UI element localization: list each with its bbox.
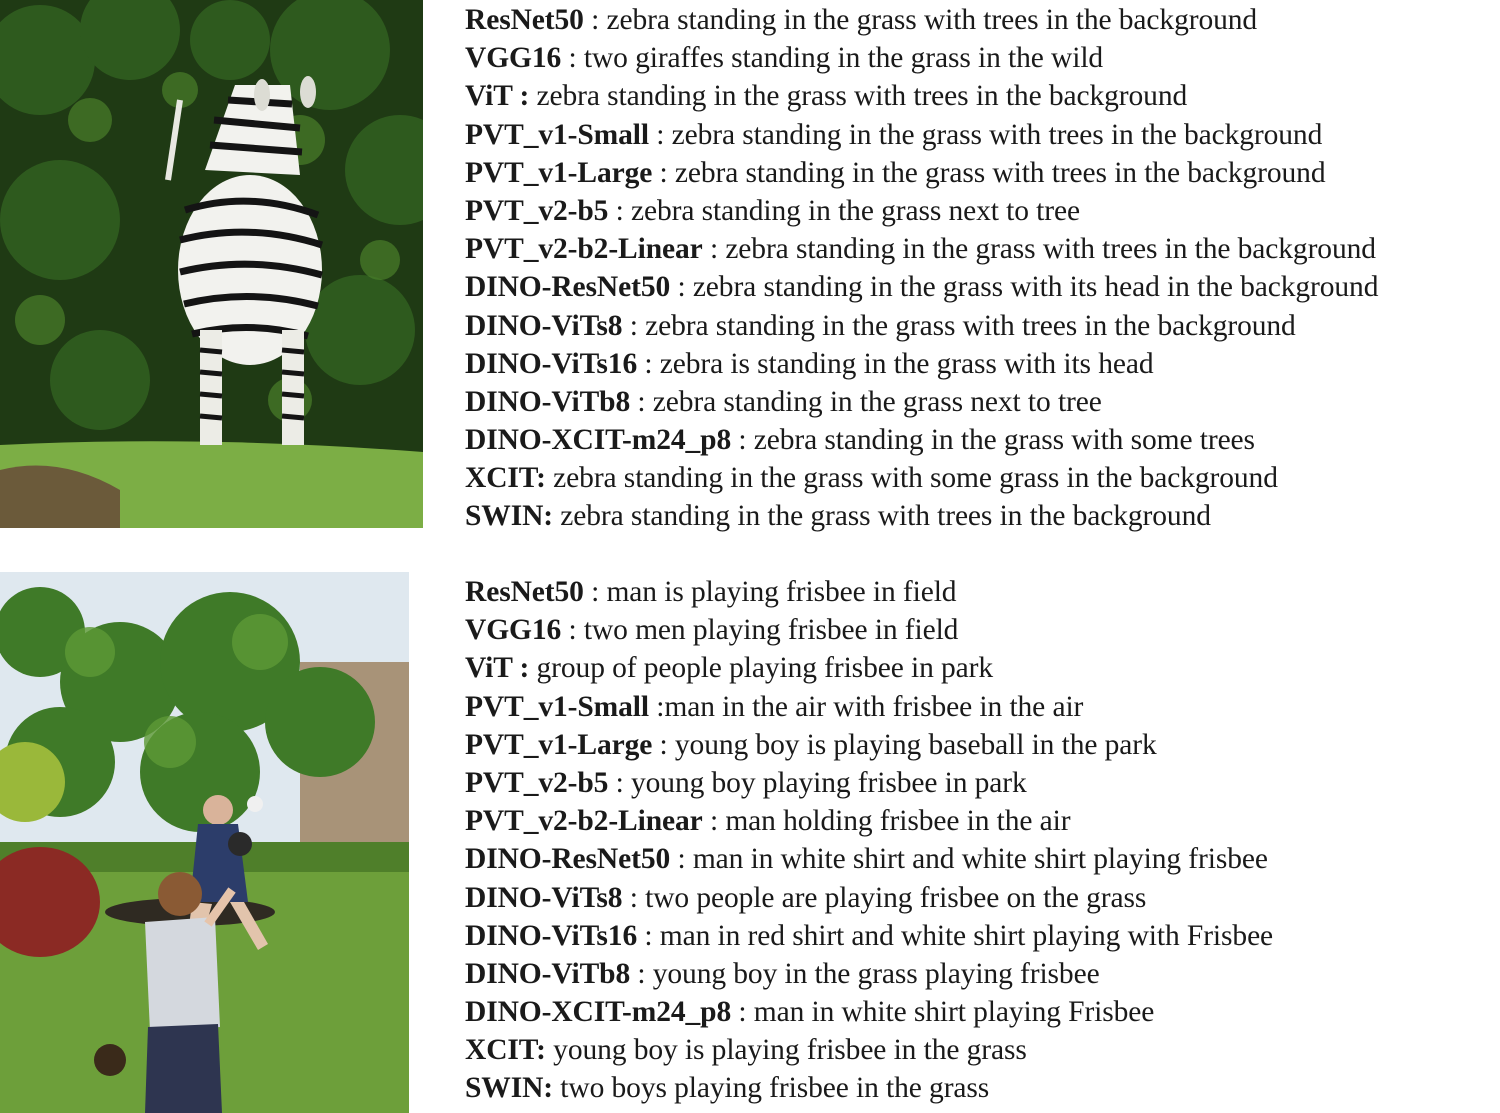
model-name: DINO-ViTs16 (465, 347, 638, 380)
caption-text: : two men playing frisbee in field (561, 614, 959, 647)
caption-text: : man holding frisbee in the air (702, 805, 1071, 838)
zebra-photo (0, 0, 423, 528)
model-name: DINO-ViTs8 (465, 881, 623, 914)
caption-text: : man is playing frisbee in field (583, 576, 957, 608)
model-name: PVT_v1-Small (465, 690, 649, 723)
caption-text: : zebra standing in the grass with its head in the background (670, 271, 1379, 304)
caption-line (465, 649, 1273, 687)
caption-line (465, 764, 1273, 802)
caption-line (465, 77, 1378, 115)
caption-line (465, 917, 1273, 955)
caption-line (465, 383, 1378, 421)
caption-line (465, 307, 1378, 345)
caption-line (465, 345, 1378, 383)
caption-line (465, 993, 1273, 1031)
caption-text: : zebra is standing in the grass with its head (637, 347, 1154, 380)
caption-text: : zebra standing in the grass with trees in the background (622, 309, 1296, 342)
caption-line (465, 802, 1273, 840)
caption-line (465, 1031, 1273, 1069)
model-name: ViT : (465, 80, 530, 113)
caption-text: young boy is playing frisbee in the grass (545, 1034, 1027, 1067)
caption-line (465, 611, 1273, 649)
caption-line (465, 421, 1378, 459)
caption-text: : man in white shirt and white shirt playing frisbee (670, 843, 1268, 876)
model-name: DINO-ViTb8 (465, 957, 631, 990)
model-name: SWIN: (465, 500, 554, 533)
model-name: DINO-XCIT-m24_p8 (465, 996, 732, 1029)
caption-line (465, 39, 1378, 77)
frisbee-caption-list (465, 573, 1273, 1108)
caption-text: : zebra standing in the grass with trees in the background (649, 118, 1323, 151)
caption-line (465, 459, 1378, 497)
model-name: PVT_v2-b2-Linear (465, 805, 703, 838)
caption-line (465, 230, 1378, 268)
caption-line (465, 879, 1273, 917)
model-name: PVT_v1-Large (465, 728, 653, 761)
model-name: PVT_v2-b5 (465, 766, 609, 799)
frisbee-photo (0, 572, 409, 1113)
caption-line (465, 268, 1378, 306)
caption-line (465, 955, 1273, 993)
caption-text: zebra standing in the grass with some grass in the background (545, 462, 1278, 495)
caption-line (465, 497, 1378, 535)
model-name: DINO-ViTb8 (465, 385, 631, 418)
model-name: DINO-ResNet50 (465, 843, 671, 876)
caption-line (465, 573, 1273, 611)
caption-text: :man in the air with frisbee in the air (649, 690, 1084, 723)
model-name: VGG16 (465, 614, 562, 647)
model-name: DINO-ResNet50 (465, 271, 671, 304)
model-name: VGG16 (465, 42, 562, 75)
caption-text: : zebra standing in the grass with trees in the background (702, 233, 1376, 266)
caption-text: : two people are playing frisbee on the grass (622, 881, 1147, 914)
caption-line (465, 192, 1378, 230)
caption-line (465, 688, 1273, 726)
model-name: ResNet50 (465, 4, 584, 36)
model-name: SWIN: (465, 1072, 554, 1105)
caption-text: : zebra standing in the grass next to tree (608, 194, 1080, 227)
caption-text: : zebra standing in the grass next to tree (630, 385, 1102, 418)
caption-text: group of people playing frisbee in park (529, 652, 994, 685)
caption-text: zebra standing in the grass with trees in the background (553, 500, 1211, 533)
model-name: ViT : (465, 652, 530, 685)
model-name: PVT_v1-Large (465, 156, 653, 189)
model-name: ResNet50 (465, 576, 584, 608)
model-name: PVT_v2-b2-Linear (465, 233, 703, 266)
caption-line (465, 1069, 1273, 1107)
caption-line (465, 840, 1273, 878)
model-name: XCIT: (465, 462, 546, 495)
caption-text: : young boy in the grass playing frisbee (630, 957, 1100, 990)
caption-text: : zebra standing in the grass with some trees (731, 424, 1255, 457)
caption-text: : young boy playing frisbee in park (608, 766, 1027, 799)
caption-text: : two giraffes standing in the grass in the wild (561, 42, 1104, 75)
model-name: DINO-ViTs16 (465, 919, 638, 952)
caption-text: : zebra standing in the grass with trees in the background (652, 156, 1326, 189)
model-name: DINO-XCIT-m24_p8 (465, 424, 732, 457)
caption-text: : man in red shirt and white shirt playing with Frisbee (637, 919, 1274, 952)
caption-line (465, 116, 1378, 154)
model-name: XCIT: (465, 1034, 546, 1067)
caption-text: zebra standing in the grass with trees in the background (529, 80, 1188, 113)
model-name: PVT_v1-Small (465, 118, 649, 151)
caption-text: : young boy is playing baseball in the park (652, 728, 1157, 761)
model-name: DINO-ViTs8 (465, 309, 623, 342)
model-name: PVT_v2-b5 (465, 194, 609, 227)
caption-text: : zebra standing in the grass with trees in the background (583, 4, 1258, 36)
zebra-caption-list (465, 1, 1378, 536)
caption-text: two boys playing frisbee in the grass (553, 1072, 990, 1105)
caption-line (465, 726, 1273, 764)
caption-line (465, 154, 1378, 192)
caption-text: : man in white shirt playing Frisbee (731, 996, 1155, 1029)
caption-line (465, 1, 1378, 39)
